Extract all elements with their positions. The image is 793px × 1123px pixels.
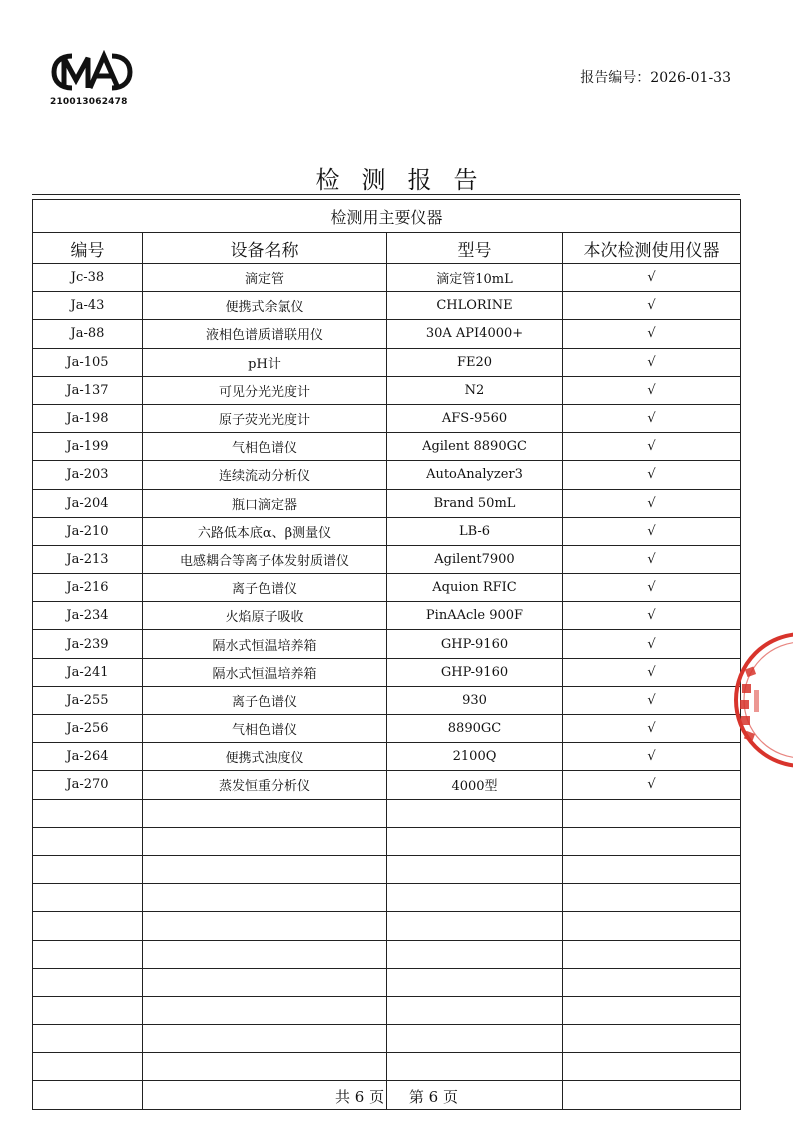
cell-used: √ bbox=[563, 743, 741, 771]
cell-used bbox=[563, 1025, 741, 1053]
cell-id bbox=[33, 1053, 143, 1081]
table-row bbox=[33, 545, 741, 573]
seal-stamp-icon bbox=[724, 630, 793, 770]
cell-id: Ja-213 bbox=[33, 545, 143, 573]
table-row bbox=[33, 630, 741, 658]
cell-id bbox=[33, 1025, 143, 1053]
cell-name: 气相色谱仪 bbox=[143, 715, 387, 743]
column-header-name: 设备名称 bbox=[143, 233, 387, 264]
cell-name: 瓶口滴定器 bbox=[143, 489, 387, 517]
cell-used bbox=[563, 884, 741, 912]
cell-model: Agilent 8890GC bbox=[387, 433, 563, 461]
cell-model bbox=[387, 996, 563, 1024]
cell-id: Ja-255 bbox=[33, 686, 143, 714]
current-page: 第 6 页 bbox=[408, 1088, 458, 1106]
cell-used bbox=[563, 855, 741, 883]
cell-used bbox=[563, 1053, 741, 1081]
table-row bbox=[33, 743, 741, 771]
cell-model: 2100Q bbox=[387, 743, 563, 771]
cell-id: Jc-38 bbox=[33, 264, 143, 292]
cma-mark-icon bbox=[50, 50, 136, 96]
cell-name bbox=[143, 827, 387, 855]
table-row bbox=[33, 799, 741, 827]
cell-id bbox=[33, 968, 143, 996]
cell-id: Ja-204 bbox=[33, 489, 143, 517]
cell-name: 便携式浊度仪 bbox=[143, 743, 387, 771]
cell-id: Ja-256 bbox=[33, 715, 143, 743]
cell-used: √ bbox=[563, 517, 741, 545]
cell-model: N2 bbox=[387, 376, 563, 404]
cell-model bbox=[387, 884, 563, 912]
cell-id: Ja-241 bbox=[33, 658, 143, 686]
cell-used: √ bbox=[563, 715, 741, 743]
cell-model: CHLORINE bbox=[387, 292, 563, 320]
cell-id: Ja-210 bbox=[33, 517, 143, 545]
cell-name bbox=[143, 1053, 387, 1081]
column-header-id: 编号 bbox=[33, 233, 143, 264]
table-body bbox=[33, 264, 741, 1110]
cell-id bbox=[33, 855, 143, 883]
cell-name bbox=[143, 996, 387, 1024]
cell-id bbox=[33, 799, 143, 827]
cell-used bbox=[563, 827, 741, 855]
cell-used bbox=[563, 912, 741, 940]
cell-name: 原子荧光光度计 bbox=[143, 404, 387, 432]
cell-name: 离子色谱仪 bbox=[143, 574, 387, 602]
cell-id bbox=[33, 884, 143, 912]
cell-model: GHP-9160 bbox=[387, 630, 563, 658]
instrument-table-wrapper bbox=[32, 199, 740, 1110]
cell-id: Ja-203 bbox=[33, 461, 143, 489]
instrument-table bbox=[32, 199, 741, 1110]
cell-used: √ bbox=[563, 658, 741, 686]
cell-used: √ bbox=[563, 602, 741, 630]
cell-id: Ja-88 bbox=[33, 320, 143, 348]
cell-used bbox=[563, 996, 741, 1024]
cell-id bbox=[33, 940, 143, 968]
cell-id: Ja-137 bbox=[33, 376, 143, 404]
cell-id: Ja-216 bbox=[33, 574, 143, 602]
cell-id: Ja-198 bbox=[33, 404, 143, 432]
cell-model bbox=[387, 968, 563, 996]
cell-name: 可见分光光度计 bbox=[143, 376, 387, 404]
table-row bbox=[33, 404, 741, 432]
cell-used: √ bbox=[563, 771, 741, 799]
cell-model: Agilent7900 bbox=[387, 545, 563, 573]
table-caption: 检测用主要仪器 bbox=[33, 200, 741, 233]
cell-used bbox=[563, 940, 741, 968]
cell-used: √ bbox=[563, 376, 741, 404]
table-row bbox=[33, 602, 741, 630]
cell-used bbox=[563, 968, 741, 996]
cell-name bbox=[143, 940, 387, 968]
cell-name: 离子色谱仪 bbox=[143, 686, 387, 714]
cell-id: Ja-199 bbox=[33, 433, 143, 461]
table-row bbox=[33, 996, 741, 1024]
cell-name: 气相色谱仪 bbox=[143, 433, 387, 461]
table-row bbox=[33, 574, 741, 602]
cell-model bbox=[387, 799, 563, 827]
cell-name: 便携式余氯仪 bbox=[143, 292, 387, 320]
table-row bbox=[33, 686, 741, 714]
table-row bbox=[33, 320, 741, 348]
table-row bbox=[33, 827, 741, 855]
table-row bbox=[33, 292, 741, 320]
cma-number: 210013062478 bbox=[50, 97, 128, 107]
cell-model: AutoAnalyzer3 bbox=[387, 461, 563, 489]
cell-id: Ja-239 bbox=[33, 630, 143, 658]
total-pages: 共 6 页 bbox=[335, 1088, 385, 1106]
cell-id bbox=[33, 827, 143, 855]
cell-model: PinAAcle 900F bbox=[387, 602, 563, 630]
cell-name: 隔水式恒温培养箱 bbox=[143, 658, 387, 686]
table-row bbox=[33, 940, 741, 968]
cell-model bbox=[387, 855, 563, 883]
cell-model: FE20 bbox=[387, 348, 563, 376]
table-row bbox=[33, 1053, 741, 1081]
cell-id: Ja-270 bbox=[33, 771, 143, 799]
cell-model bbox=[387, 827, 563, 855]
cell-model bbox=[387, 940, 563, 968]
cell-id: Ja-234 bbox=[33, 602, 143, 630]
cell-name: 火焰原子吸收 bbox=[143, 602, 387, 630]
table-row bbox=[33, 489, 741, 517]
column-header-model: 型号 bbox=[387, 233, 563, 264]
cell-name: 隔水式恒温培养箱 bbox=[143, 630, 387, 658]
cell-id: Ja-43 bbox=[33, 292, 143, 320]
table-row bbox=[33, 912, 741, 940]
table-row bbox=[33, 433, 741, 461]
cell-name: 液相色谱质谱联用仪 bbox=[143, 320, 387, 348]
table-caption-row bbox=[33, 200, 741, 233]
cell-model: 滴定管10mL bbox=[387, 264, 563, 292]
cell-used: √ bbox=[563, 320, 741, 348]
cell-name bbox=[143, 799, 387, 827]
cell-used: √ bbox=[563, 404, 741, 432]
page-footer bbox=[0, 1086, 793, 1107]
table-row bbox=[33, 884, 741, 912]
cell-id bbox=[33, 912, 143, 940]
table-row bbox=[33, 461, 741, 489]
cell-model: AFS-9560 bbox=[387, 404, 563, 432]
page-title: 检测报告 bbox=[315, 166, 500, 194]
title-divider bbox=[32, 194, 740, 195]
cell-used: √ bbox=[563, 292, 741, 320]
cell-model: 30A API4000+ bbox=[387, 320, 563, 348]
table-row bbox=[33, 715, 741, 743]
cell-used: √ bbox=[563, 574, 741, 602]
cell-name: 滴定管 bbox=[143, 264, 387, 292]
cell-name bbox=[143, 1025, 387, 1053]
cell-used: √ bbox=[563, 686, 741, 714]
cell-model: GHP-9160 bbox=[387, 658, 563, 686]
cell-name: pH计 bbox=[143, 348, 387, 376]
table-header-row bbox=[33, 233, 741, 264]
cell-id: Ja-264 bbox=[33, 743, 143, 771]
table-row bbox=[33, 658, 741, 686]
inspection-seal bbox=[724, 630, 793, 770]
table-row bbox=[33, 1025, 741, 1053]
column-header-used: 本次检测使用仪器 bbox=[563, 233, 741, 264]
cell-used: √ bbox=[563, 489, 741, 517]
cell-model bbox=[387, 1025, 563, 1053]
table-row bbox=[33, 348, 741, 376]
cell-id: Ja-105 bbox=[33, 348, 143, 376]
cell-name bbox=[143, 912, 387, 940]
cell-model bbox=[387, 1053, 563, 1081]
cell-name bbox=[143, 968, 387, 996]
cell-used: √ bbox=[563, 461, 741, 489]
cell-model: Aquion RFIC bbox=[387, 574, 563, 602]
cell-model: 8890GC bbox=[387, 715, 563, 743]
cell-name bbox=[143, 855, 387, 883]
cma-logo bbox=[50, 50, 136, 112]
cell-name: 电感耦合等离子体发射质谱仪 bbox=[143, 545, 387, 573]
cell-used: √ bbox=[563, 348, 741, 376]
cell-model: Brand 50mL bbox=[387, 489, 563, 517]
cell-name: 连续流动分析仪 bbox=[143, 461, 387, 489]
cell-model: 930 bbox=[387, 686, 563, 714]
table-row bbox=[33, 771, 741, 799]
table-row bbox=[33, 968, 741, 996]
cell-name bbox=[143, 884, 387, 912]
cell-id bbox=[33, 996, 143, 1024]
cell-used: √ bbox=[563, 545, 741, 573]
cell-model bbox=[387, 912, 563, 940]
table-row bbox=[33, 376, 741, 404]
cell-name: 蒸发恒重分析仪 bbox=[143, 771, 387, 799]
cell-used bbox=[563, 799, 741, 827]
cell-used: √ bbox=[563, 433, 741, 461]
cell-model: LB-6 bbox=[387, 517, 563, 545]
cell-used: √ bbox=[563, 630, 741, 658]
cell-name: 六路低本底α、β测量仪 bbox=[143, 517, 387, 545]
table-row bbox=[33, 264, 741, 292]
table-row bbox=[33, 517, 741, 545]
report-number: 报告编号：2026-01-33 bbox=[580, 70, 731, 86]
cell-model: 4000型 bbox=[387, 771, 563, 799]
cell-used: √ bbox=[563, 264, 741, 292]
table-row bbox=[33, 855, 741, 883]
